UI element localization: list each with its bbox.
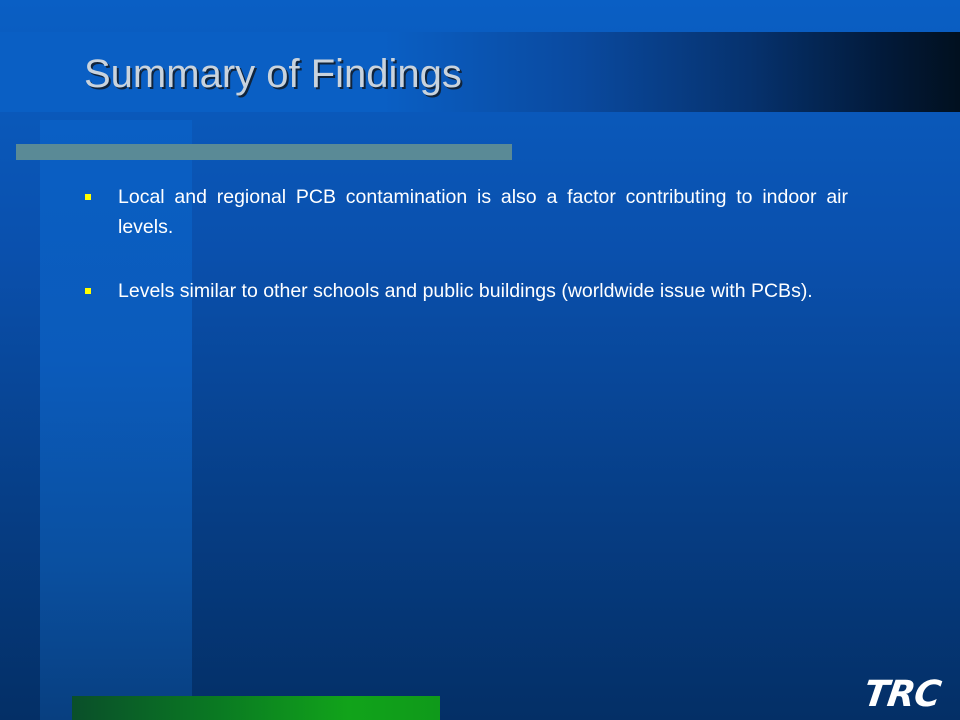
slide-title: Summary of Findings bbox=[84, 52, 462, 96]
bottom-accent-bar bbox=[72, 696, 440, 720]
trc-logo: TRC bbox=[861, 674, 943, 715]
bullet-text: Levels similar to other schools and public buildings (worldwide issue with PCBs). bbox=[118, 280, 813, 302]
square-bullet-icon bbox=[85, 194, 91, 200]
bullet-item bbox=[78, 276, 848, 306]
title-underline-bar bbox=[16, 144, 512, 160]
bullet-list bbox=[78, 182, 848, 340]
square-bullet-icon bbox=[85, 288, 91, 294]
bullet-text: Local and regional PCB contamination is also a factor contributing to indoor air levels. bbox=[118, 186, 848, 238]
bullet-item bbox=[78, 182, 848, 242]
